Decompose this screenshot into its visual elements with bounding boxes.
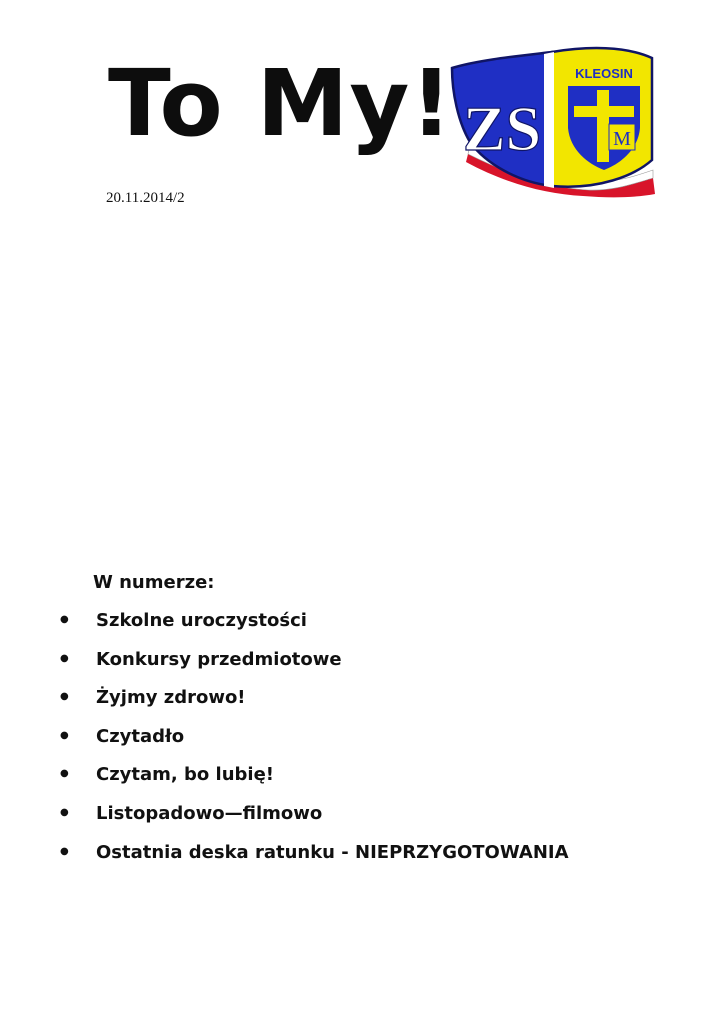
issue-date: 20.11.2014/2 [106,190,185,206]
crest-kleosin-label: KLEOSIN [575,66,633,81]
crest-cross-vertical [597,90,609,162]
crest-white-band [544,52,554,188]
bullet-icon: ● [60,806,69,818]
newsletter-title: To My! [108,50,454,157]
bullet-icon: ● [60,652,69,664]
crest-monogram: M [613,128,631,150]
list-item-text: Konkursy przedmiotowe [96,648,342,670]
bullet-icon: ● [60,691,69,703]
list-item-text: Ostatnia deska ratunku - NIEPRZYGOTOWANIA [96,841,569,863]
crest-cross-horizontal [574,106,634,117]
crest-zs-letters: ZS [462,93,542,164]
bullet-icon: ● [60,768,69,780]
school-crest-logo [448,42,658,198]
list-item-text: Czytadło [96,725,185,747]
bullet-icon: ● [60,614,69,625]
bullet-icon: ● [60,845,69,857]
list-item-text: Szkolne uroczystości [96,610,307,631]
list-item-text: Żyjmy zdrowo! [96,687,246,709]
list-item-text: Czytam, bo lubię! [96,764,275,786]
bullet-icon: ● [60,729,69,741]
contents-heading: W numerze: [93,572,215,593]
list-item-text: Listopadowo—filmowo [96,802,323,824]
